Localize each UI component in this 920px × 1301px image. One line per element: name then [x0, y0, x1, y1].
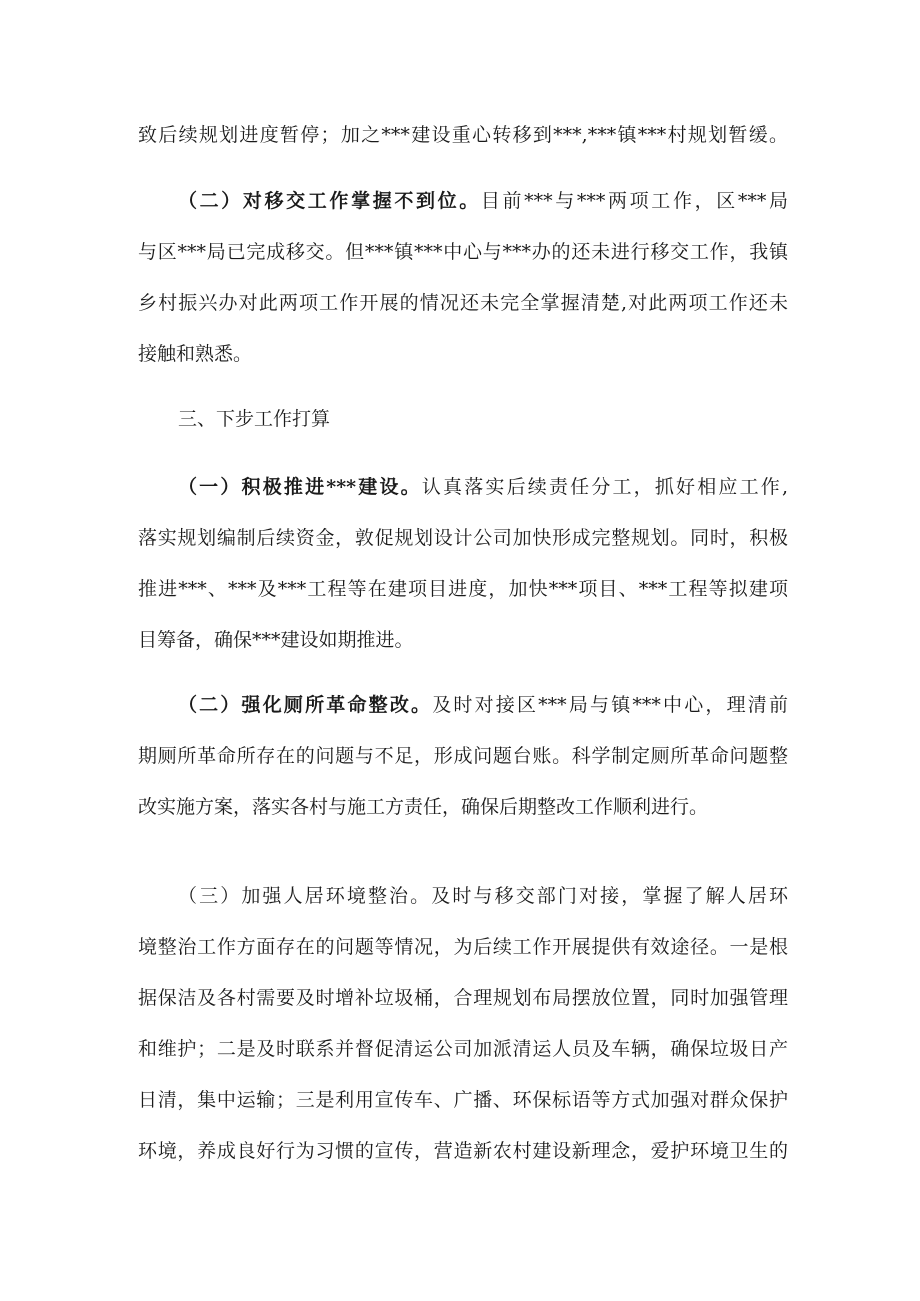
paragraph-line: 目筹备，确保***建设如期推进。 [138, 629, 414, 651]
paragraph-text: 及时与移交部门对接，掌握了解人居环 [431, 885, 788, 907]
paragraph-line: 接触和熟悉。 [138, 343, 253, 365]
paragraph-first-line [178, 474, 788, 500]
paragraph-first-line [178, 188, 788, 214]
paragraph-line: 落实规划编制后续资金，敦促规划设计公司加快形成完整规划。同时，积极 [138, 527, 788, 549]
paragraph-lead-heading: （二）强化厕所革命整改。 [178, 694, 433, 716]
paragraph-line: 乡村振兴办对此两项工作开展的情况还未完全掌握清楚,对此两项工作还未 [138, 292, 788, 314]
paragraph-lead-heading: （二）对移交工作掌握不到位。 [178, 190, 481, 212]
paragraph-line: 致后续规划进度暂停；加之***建设重心转移到***,***镇***村规划暂缓。 [138, 124, 788, 146]
paragraph-text: 目前***与***两项工作，区***局 [480, 190, 788, 212]
section-heading: 三、下步工作打算 [178, 408, 331, 430]
paragraph-line: 和维护；二是及时联系并督促清运公司加派清运人员及车辆，确保垃圾日产 [138, 1038, 788, 1060]
paragraph-first-line [178, 883, 788, 909]
paragraph-line: 改实施方案，落实各村与施工方责任，确保后期整改工作顺利进行。 [138, 796, 709, 818]
paragraph-line: 日清，集中运输；三是利用宣传车、广播、环保标语等方式加强对群众保护 [138, 1089, 788, 1111]
paragraph-line: 环境，养成良好行为习惯的宣传，营造新农村建设新理念，爱护环境卫生的 [138, 1140, 788, 1162]
paragraph-lead-heading: （一）积极推进***建设。 [178, 476, 422, 498]
paragraph-line: 据保洁及各村需要及时增补垃圾桶，合理规划布局摆放位置，同时加强管理 [138, 987, 788, 1009]
paragraph-first-line [178, 692, 788, 718]
paragraph-lead-heading: （三）加强人居环境整治。 [178, 885, 432, 907]
paragraph-text: 认真落实后续责任分工，抓好相应工作, [421, 476, 789, 498]
paragraph-line: 推进***、***及***工程等在建项目进度，加快***项目、***工程等拟建项 [138, 578, 788, 600]
paragraph-line: 期厕所革命所存在的问题与不足，形成问题台账。科学制定厕所革命问题整 [138, 745, 788, 767]
paragraph-line: 与区***局已完成移交。但***镇***中心与***办的还未进行移交工作，我镇 [138, 241, 788, 263]
paragraph-line: 境整治工作方面存在的问题等情况，为后续工作开展提供有效途径。一是根 [138, 936, 788, 958]
paragraph-text: 及时对接区***局与镇***中心，理清前 [432, 694, 788, 716]
